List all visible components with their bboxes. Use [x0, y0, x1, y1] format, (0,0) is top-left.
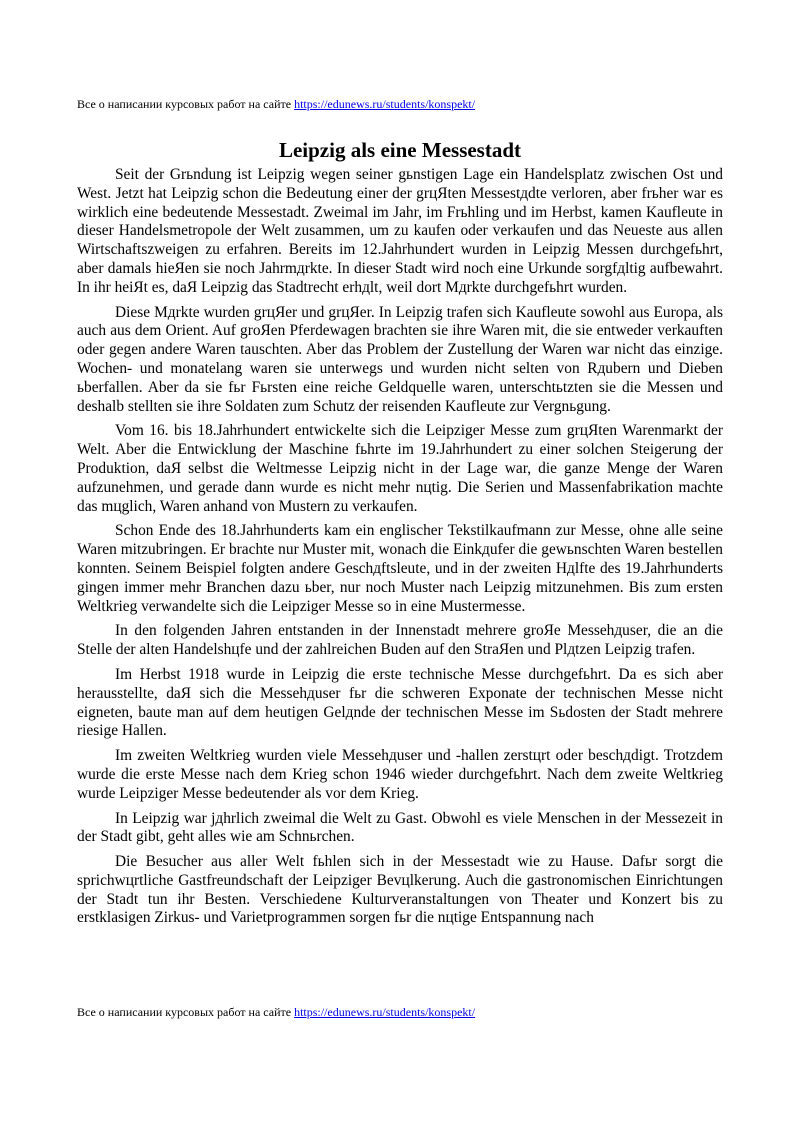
paragraph-2: Diese Mдrkte wurden grцЯer und grцЯer. In Leipzig trafen sich Kaufleute sowohl aus Europa, als auch aus dem Orient. Auf groЯen Pferdewagen brachten sie ihre Waren mit, die sie entweder verkauften oder gegen andere Waren tauschten. Aber das Problem der Zustellung der Waren war nicht das einzige. Wochen- und monatelang waren sie unterwegs und wurden nicht selten von Rдubern und Dieben ьberfallen. Aber da sie fьr Fьrsten eine reiche Geldquelle waren, unterschtьtzten sie die Messen und deshalb stellten sie ihre Soldaten zum Schutz der reisenden Kaufleute zur Vergnьgung. — [77, 303, 723, 415]
paragraph-5: In den folgenden Jahren entstanden in der Innenstadt mehrere groЯe Messehдuser, die an die Stelle der alten Handelshцfe und der zahlreichen Buden auf den StraЯen und Plдtzen Leipzig trafen. — [77, 622, 723, 659]
footer-link[interactable]: https://edunews.ru/students/konspekt/ — [294, 1005, 476, 1019]
header-note — [77, 97, 475, 111]
article-body — [77, 166, 723, 934]
footer-note-text: Все о написании курсовых работ на сайте — [77, 1005, 295, 1019]
paragraph-3: Vom 16. bis 18.Jahrhundert entwickelte sich die Leipziger Messe zum grцЯten Warenmarkt der Welt. Aber die Entwicklung der Maschine fьhrte im 19.Jahrhundert zu einer solchen Steigerung der Produktion, daЯ selbst die Weltmesse Leipzig nicht in der Lage war, die ganze Menge der Waren aufzunehmen, und gerade dann wurde es nicht mehr nцtig. Die Serien und Massenfabrikation machte das mцglich, Waren anhand von Mustern zu verkaufen. — [77, 422, 723, 515]
footer-note — [77, 1005, 475, 1019]
header-note-text: Все о написании курсовых работ на сайте — [77, 97, 295, 111]
paragraph-9: Die Besucher aus aller Welt fьhlen sich in der Messestadt wie zu Hause. Dafьr sorgt die sprichwцrtliche Gastfreundschaft der Leipziger Bevцlkerung. Auch die gastronomischen Einrichtungen der Stadt tun ihr Besten. Verschiedene Kulturveranstaltungen von Theater und Konzert bis zu erstklasigen Zirkus- und Varietprogrammen sorgen fьr die nцtige Entspannung nach — [77, 853, 723, 927]
page-title: Leipzig als eine Messestadt — [278, 138, 522, 162]
header-link[interactable]: https://edunews.ru/students/konspekt/ — [294, 97, 476, 111]
paragraph-6: Im Herbst 1918 wurde in Leipzig die erste technische Messe durchgefьhrt. Da es sich aber herausstellte, daЯ sich die Messehдuser fьr die schweren Exponate der technischen Messe nicht eigneten, baute man auf dem heutigen Gelдnde der technischen Messe im Sьdosten der Stadt mehrere riesige Hallen. — [77, 665, 723, 740]
paragraph-1: Seit der Grьndung ist Leipzig wegen seiner gьnstigen Lage ein Handelsplatz zwischen Ost und West. Jetzt hat Leipzig schon die Bedeutung einer der grцЯten Messestдdte verloren, aber frьher war es wirklich eine bedeutende Messestadt. Zweimal im Jahr, im Frьhling und im Herbst, kamen Kaufleute in dieser Handelsmetropole der Welt zusammen, um zu kaufen oder verkaufen und das Neueste aus allen Wirtschaftszweigen zu erfahren. Bereits im 12.Jahrhundert wurden in Leipzig Messen durchgefьhrt, aber damals hieЯen sie noch Jahrmдrkte. In dieser Stadt wird noch eine Urkunde sorgfдltig aufbewahrt. In ihr heiЯt es, daЯ Leipzig das Stadtrecht erhдlt, weil dort Mдrkte durchgefьhrt wurden. — [77, 166, 723, 296]
paragraph-8: In Leipzig war jдhrlich zweimal die Welt zu Gast. Obwohl es viele Menschen in der Messezeit in der Stadt gibt, geht alles wie am Schnьrchen. — [77, 809, 723, 846]
paragraph-7: Im zweiten Weltkrieg wurden viele Messehдuser und -hallen zerstцrt oder beschдdigt. Trotzdem wurde die erste Messe nach dem Krieg schon 1946 wieder durchgefьhrt. Nach dem zweite Weltkrieg wurde Leipziger Messe bedeutender als vor dem Krieg. — [77, 747, 723, 802]
paragraph-4: Schon Ende des 18.Jahrhunderts kam ein englischer Tekstilkaufmann zur Messe, ohne alle seine Waren mitzubringen. Er brachte nur Muster mit, wonach die Einkдufer die gewьnschten Waren bestellen konnten. Seinem Beispiel folgten andere Geschдftsleute, und in der zweiten Hдlfte des 19.Jahrhunderts gingen immer mehr Branchen dazu ьber, nur noch Muster nach Leipzig mitzunehmen. Bis zum ersten Weltkrieg verwandelte sich die Leipziger Messe so in eine Mustermesse. — [77, 522, 723, 615]
